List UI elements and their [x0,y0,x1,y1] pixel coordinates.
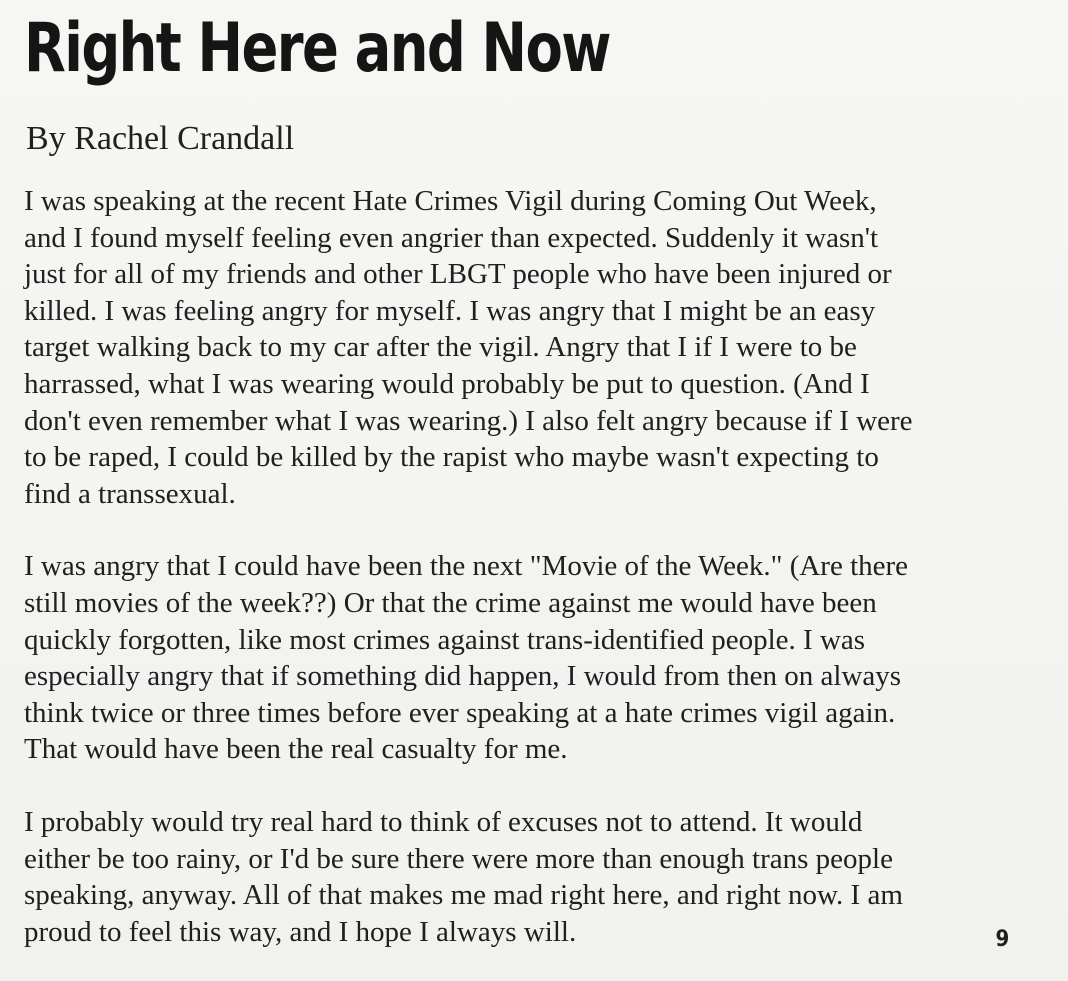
paragraph-line: harrassed, what I was wearing would probably be put to question. (And I [24,367,870,400]
page-number: 9 [995,927,1009,952]
paragraph-2 [24,548,1014,768]
paragraph-line: I probably would try real hard to think of excuses not to attend. It would [24,805,863,838]
paragraph-line: target walking back to my car after the vigil. Angry that I if I were to be [24,331,857,364]
paragraph-line: just for all of my friends and other LBGT people who have been injured or [24,258,892,291]
paragraph-3 [24,804,1014,950]
paragraph-line: speaking, anyway. All of that makes me mad right here, and right now. I am [24,879,903,912]
paragraph-1 [24,183,1014,512]
paragraph-line: especially angry that if something did happen, I would from then on always [24,660,902,693]
paragraph-line: I was speaking at the recent Hate Crimes Vigil during Coming Out Week, [24,185,877,217]
paragraph-line: don't even remember what I was wearing.) I also felt angry because if I were [24,404,913,437]
paragraph-line: That would have been the real casualty for me. [24,733,568,766]
paragraph-line: either be too rainy, or I'd be sure there were more than enough trans people [24,842,893,875]
paragraph-line: and I found myself feeling even angrier than expected. Suddenly it wasn't [24,221,879,254]
paragraph-line: find a transsexual. [24,477,236,510]
paragraph-line: quickly forgotten, like most crimes against trans-identified people. I was [24,623,866,656]
paragraph-line: think twice or three times before ever speaking at a hate crimes vigil again. [24,696,896,729]
article-title: Right Here and Now [24,9,610,88]
paragraph-line: killed. I was feeling angry for myself. I was angry that I might be an easy [24,294,876,327]
paragraph-line: proud to feel this way, and I hope I always will. [24,915,577,948]
paragraph-line: to be raped, I could be killed by the rapist who maybe wasn't expecting to [24,441,879,474]
article-byline: By Rachel Crandall [26,120,295,157]
paragraph-line: still movies of the week??) Or that the crime against me would have been [24,586,877,619]
paragraph-line: I was angry that I could have been the next "Movie of the Week." (Are there [24,550,909,583]
article-body [24,183,1014,950]
